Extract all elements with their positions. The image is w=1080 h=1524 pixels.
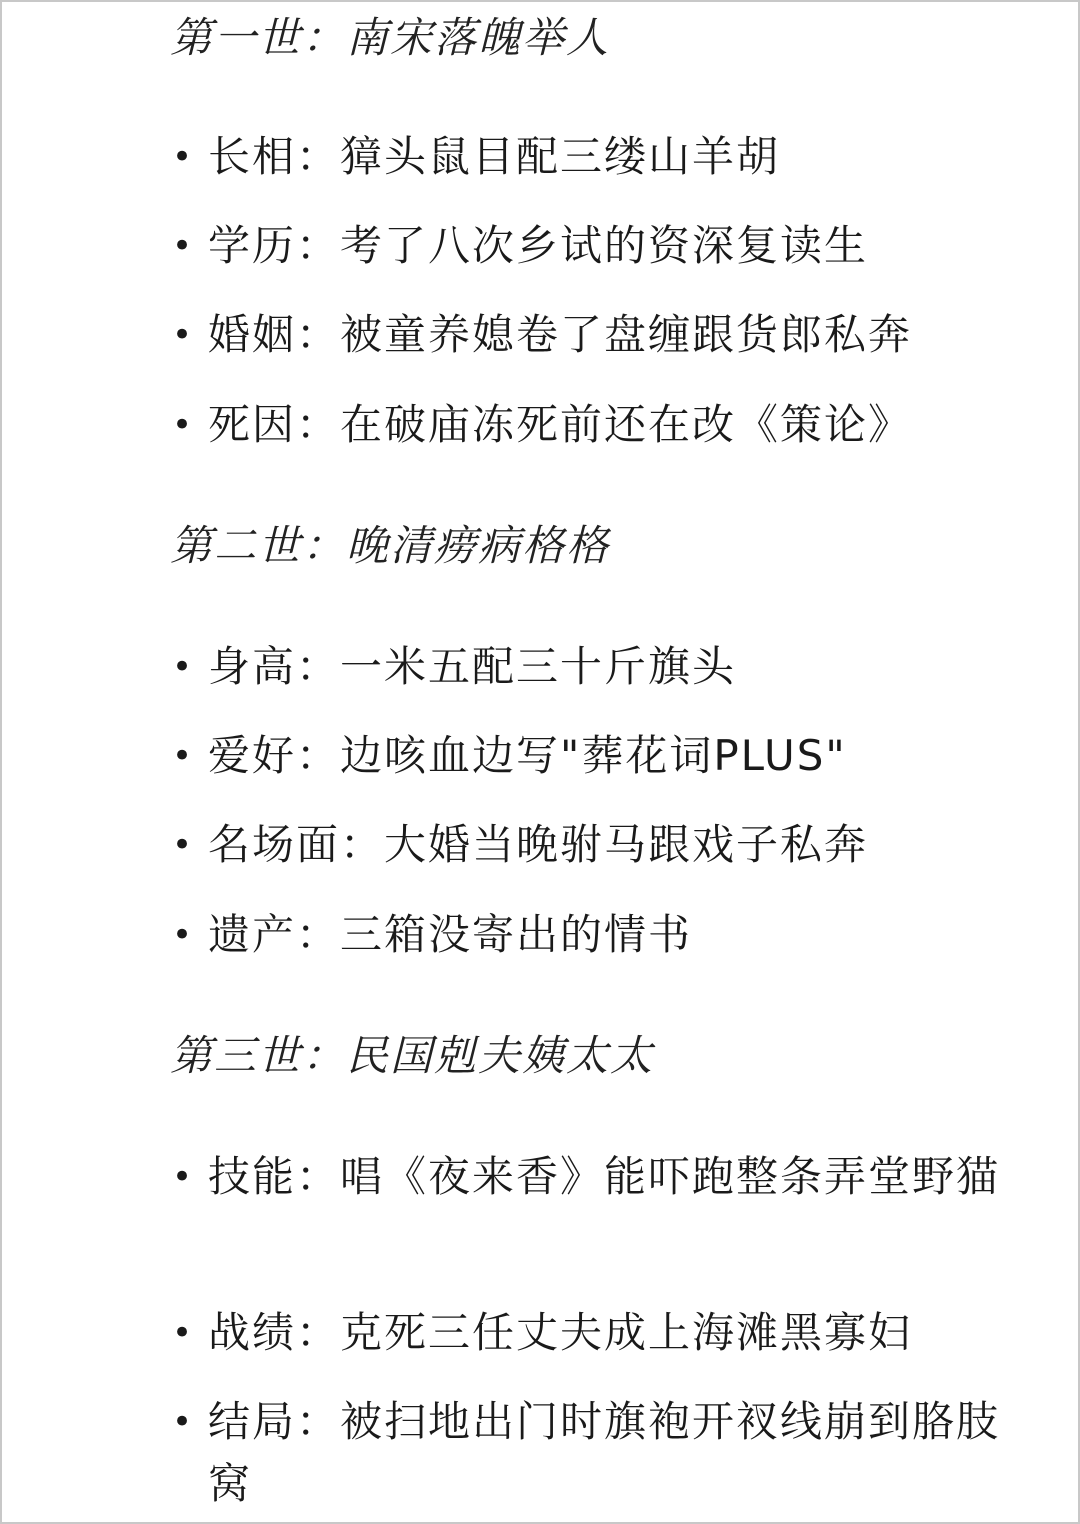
bullet-icon: • xyxy=(172,825,195,865)
list-item-text: 爱好：边咳血边写"葬花词PLUS" xyxy=(208,731,847,780)
bullet-icon: • xyxy=(172,226,195,266)
section-3 xyxy=(170,1028,1030,1084)
list-item xyxy=(170,725,1030,787)
list-item-text: 战绩：克死三任丈夫成上海滩黑寡妇 xyxy=(208,1308,913,1357)
bullet-icon: • xyxy=(172,1157,195,1197)
list-item-text: 长相：獐头鼠目配三缕山羊胡 xyxy=(208,132,781,181)
section-2 xyxy=(170,518,1030,574)
list-item-text: 婚姻：被童养媳卷了盘缠跟货郎私奔 xyxy=(208,310,913,359)
list-item-text: 学历：考了八次乡试的资深复读生 xyxy=(208,221,869,270)
list-item-text: 身高：一米五配三十斤旗头 xyxy=(208,642,737,691)
list-item-text: 遗产：三箱没寄出的情书 xyxy=(208,910,693,959)
bullet-icon: • xyxy=(172,405,195,445)
bullet-icon: • xyxy=(172,1402,195,1442)
list-item xyxy=(170,636,1030,698)
bullet-icon: • xyxy=(172,736,195,776)
list-item xyxy=(170,394,1030,456)
list-item xyxy=(170,1146,1030,1208)
list-item-text: 死因：在破庙冻死前还在改《策论》 xyxy=(208,400,913,449)
list-item-text: 技能：唱《夜来香》能吓跑整条弄堂野猫 xyxy=(208,1152,1001,1201)
bullet-icon: • xyxy=(172,647,195,687)
bullet-icon: • xyxy=(172,137,195,177)
section-1 xyxy=(170,10,1030,66)
section-heading: 第三世：民国剋夫姨太太 xyxy=(170,1031,655,1080)
list-item xyxy=(170,1302,1030,1364)
list-item xyxy=(170,304,1030,366)
list-item xyxy=(170,1391,1030,1515)
bullet-icon: • xyxy=(172,1313,195,1353)
bullet-icon: • xyxy=(172,315,195,355)
list-item xyxy=(170,215,1030,277)
section-heading: 第一世：南宋落魄举人 xyxy=(170,13,611,62)
list-item-text: 结局：被扫地出门时旗袍开衩线崩到胳肢窝 xyxy=(208,1397,1001,1508)
section-heading: 第二世：晚清痨病格格 xyxy=(170,521,611,570)
list-item xyxy=(170,126,1030,188)
list-item xyxy=(170,904,1030,966)
list-item xyxy=(170,814,1030,876)
list-item-text: 名场面：大婚当晚驸马跟戏子私奔 xyxy=(208,820,869,869)
bullet-icon: • xyxy=(172,915,195,955)
